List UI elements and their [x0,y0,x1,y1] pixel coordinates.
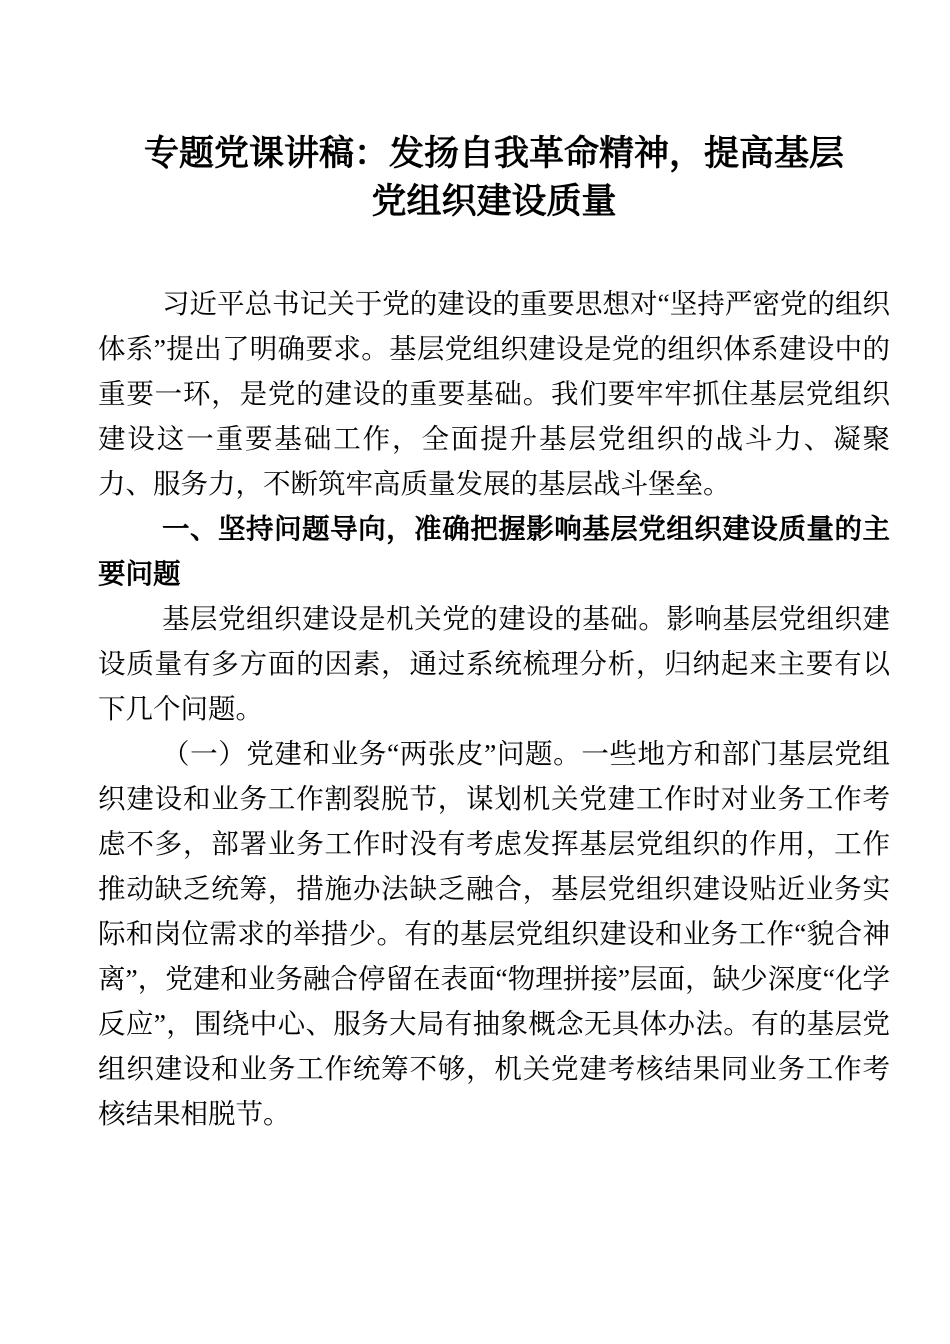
paragraph-issue-one-text: 一些地方和部门基层党组织建设和业务工作割裂脱节，谋划机关党建工作时对业务工作考虑不多，部署业务工作时没有考虑发挥基层党组织的作用，工作推动缺乏统筹，措施办法缺乏融合，基层党组织建设贴近业务实际和岗位需求的举措少。有的基层党组织建设和业务工作“貌合神离”，党建和业务融合停留在表面“物理拼接”层面，缺少深度“化学反应”，围绕中心、服务大局有抽象概念无具体办法。有的基层党组织建设和业务工作统筹不够，机关党建考核结果同业务工作考核结果相脱节。 [98,738,890,1129]
section-heading-1: 一、坚持问题导向，准确把握影响基层党组织建设质量的主要问题 [98,513,890,589]
document-page [98,0,890,1136]
paragraph-issue-one [98,731,890,1136]
paragraph-issue-one-lead: （一）党建和业务“两张皮”问题。 [162,738,582,769]
paragraph-intro: 习近平总书记关于党的建设的重要思想对“坚持严密党的组织体系”提出了明确要求。基层党组织建设是党的组织体系建设中的重要一环，是党的建设的重要基础。我们要牢牢抓住基层党组织建设这一重要基础工作，全面提升基层党组织的战斗力、凝聚力、服务力，不断筑牢高质量发展的基层战斗堡垒。 [98,288,890,499]
paragraph-problems-overview: 基层党组织建设是机关党的建设的基础。影响基层党组织建设质量有多方面的因素，通过系统梳理分析，归纳起来主要有以下几个问题。 [98,603,890,724]
document-title: 专题党课讲稿：发扬自我革命精神，提高基层党组织建设质量 [143,134,844,221]
